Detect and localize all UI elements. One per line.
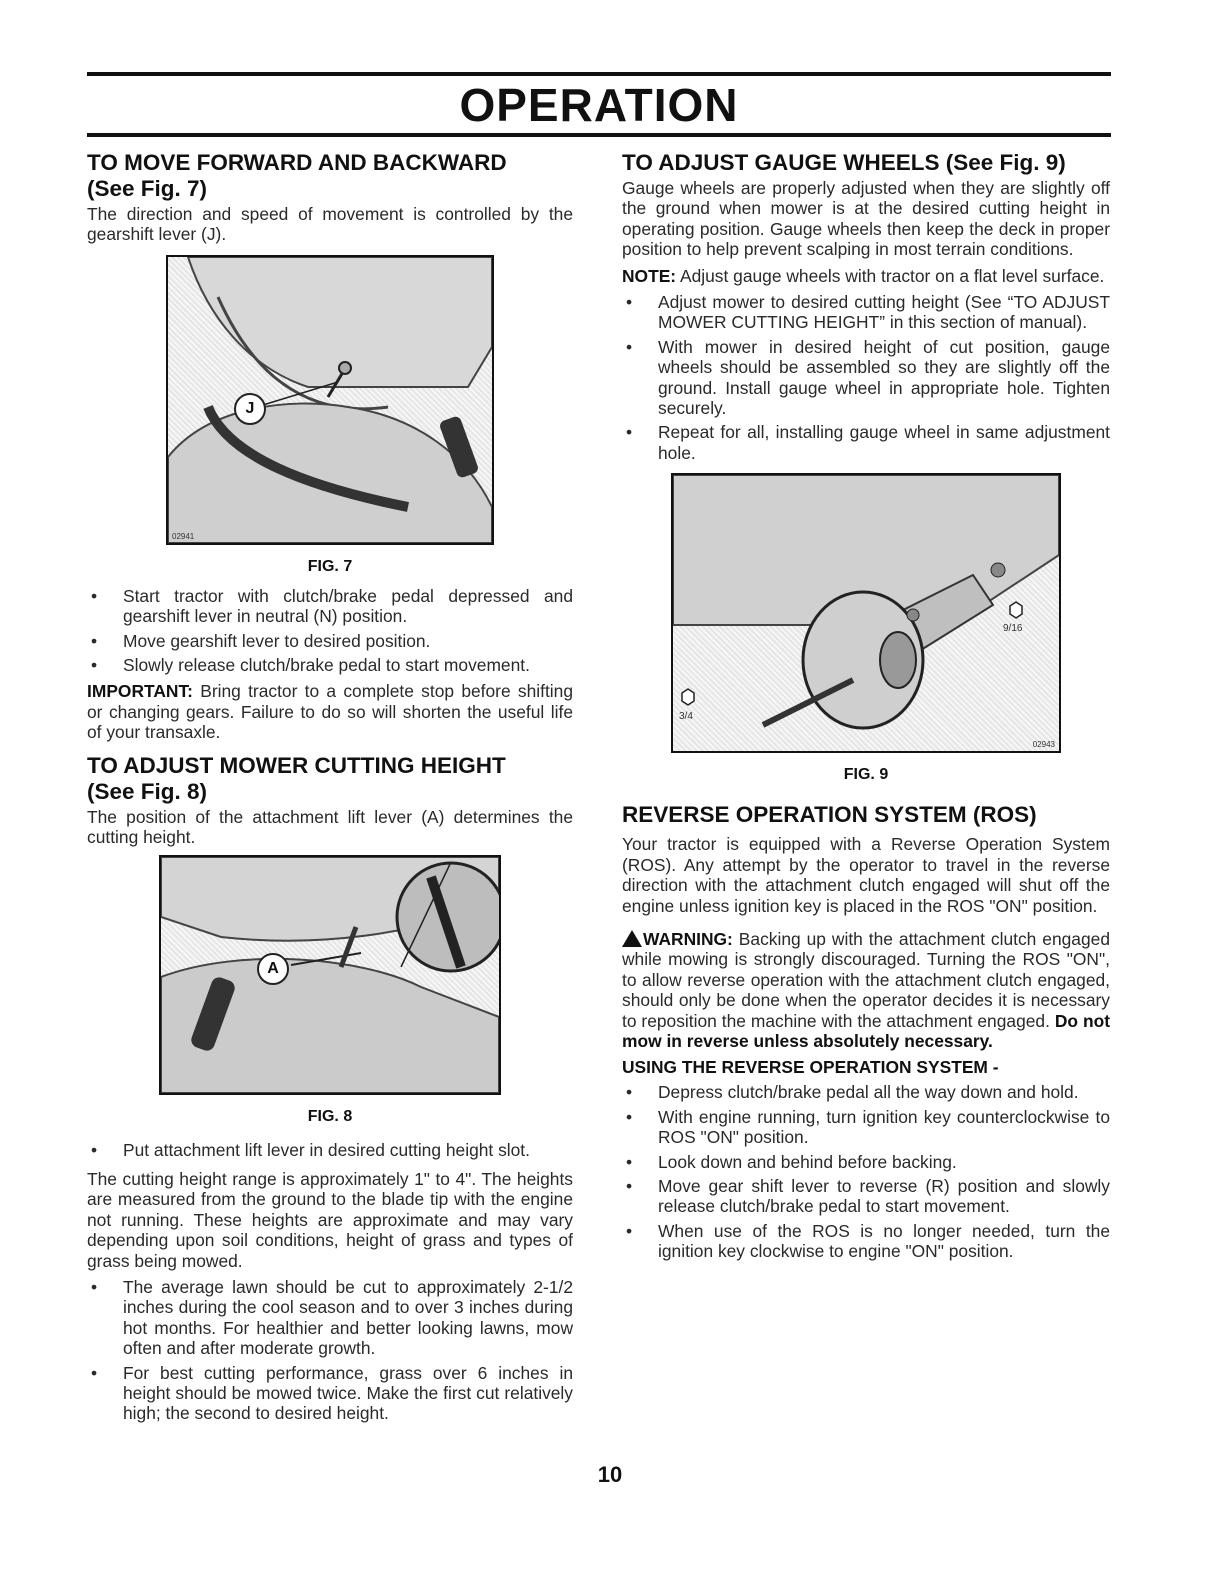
figure-8-caption: FIG. 8 [307,1108,353,1126]
figure-9-image [671,473,1061,753]
list-item: • Put attachment lift lever in desired cutting height slot. [91,1140,530,1161]
list-item: • Start tractor with clutch/brake pedal depressed and gearshift lever in neutral (N) position. [91,585,573,627]
section-heading-gauge-wheels: TO ADJUST GAUGE WHEELS (See Fig. 9) [622,150,1066,175]
important-label: IMPORTANT: [87,681,193,702]
list-item: • Adjust mower to desired cutting height (See “TO ADJUST MOWER CUTTING HEIGHT” in this section of manual). [626,292,1110,333]
section-heading-cutting-height: TO ADJUST MOWER CUTTING HEIGHT [87,752,506,778]
cutting-height-step [87,1140,573,1160]
figure-9-caption: FIG. 9 [843,766,889,784]
list-item: • With mower in desired height of cut position, gauge wheels should be assembled so they are slightly off the ground. Install gauge wheel in appropriate hole. Tighten securely. [626,336,1110,419]
list-item: • Repeat for all, installing gauge wheel in same adjustment hole. [626,422,1110,463]
wrench-size-9-16: 9/16 [1003,623,1023,635]
gauge-note: NOTE: Adjust gauge wheels with tractor on a flat level surface. [622,265,1105,286]
move-steps-list [87,586,573,676]
callout-a: A [257,953,289,985]
note-label: NOTE: [622,265,677,286]
important-note: IMPORTANT: Bring tractor to a complete stop before shifting or changing gears. Failure to do so will shorten the useful life of your transaxle. [87,681,573,743]
figure-8-image [159,855,501,1095]
ros-intro: Your tractor is equipped with a Reverse Operation System (ROS). Any attempt by the operator to travel in the reverse direction with the attachment clutch engaged will shut off the engine unless ignition key is placed in the ROS "ON" position. [622,834,1110,916]
header-rule-top [87,72,1111,76]
warning-icon [622,930,642,947]
page-number: 10 [597,1462,623,1487]
list-item: • Move gearshift lever to desired position. [91,630,431,651]
list-item: • Slowly release clutch/brake pedal to start movement. [91,655,530,676]
ros-steps-list [622,1082,1110,1261]
section-heading-move-ref: (See Fig. 7) [87,176,208,201]
move-intro: The direction and speed of movement is controlled by the gearshift lever (J). [87,204,573,245]
right-column [622,150,1110,1268]
callout-j: J [234,393,266,425]
ros-warning: WARNING: Backing up with the attachment clutch engaged while mowing is strongly discouraged. Turning the ROS "ON", to allow reverse operation with the attachment clutch engaged, should only be done when the operator decides it is necessary to reposition the machine with the attachment engaged. Do not mow in reverse unless absolutely necessary. [622,928,1110,1051]
gauge-steps-list [622,292,1110,463]
section-heading-ros: REVERSE OPERATION SYSTEM (ROS) [622,802,1037,828]
cutting-tips-list [87,1277,573,1424]
gearshift-illustration [168,257,492,543]
ros-usage-heading: USING THE REVERSE OPERATION SYSTEM - [622,1057,999,1078]
header-rule-bottom [87,133,1111,137]
cutting-height-range: The cutting height range is approximately 1" to 4". The heights are measured from the ground to the blade tip with the engine not running. These heights are approximate and may vary depending upon soil conditions, height of grass and types of grass being mowed. [87,1168,573,1271]
warning-label: WARNING: [643,928,733,949]
figure-7-image [166,255,494,545]
left-column [87,150,573,1430]
list-item: • For best cutting performance, grass over 6 inches in height should be mowed twice. Make the first cut relatively high; the second to desired height. [91,1362,573,1424]
gauge-wheel-illustration [673,475,1059,751]
list-item: • With engine running, turn ignition key counterclockwise to ROS "ON" position. [626,1106,1110,1148]
section-heading-move: TO MOVE FORWARD AND BACKWARD [87,150,507,175]
figure-7-caption: FIG. 7 [307,557,353,575]
list-item: • Look down and behind before backing. [626,1151,957,1172]
figure-7-code: 02941 [172,531,195,541]
list-item: • The average lawn should be cut to approximately 2-1/2 inches during the cool season and to over 3 inches during hot months. For healthier and better looking lawns, mow often and after moderate growth. [91,1276,573,1359]
cutting-height-intro: The position of the attachment lift lever (A) determines the cutting height. [87,806,573,848]
list-item: • Move gear shift lever to reverse (R) position and slowly release clutch/brake pedal to start movement. [626,1175,1110,1217]
wrench-size-3-4: 3/4 [679,711,693,723]
page-title: OPERATION [459,79,739,131]
lift-lever-illustration [161,857,499,1093]
section-heading-cutting-height-ref: (See Fig. 8) [87,778,208,804]
warning-emphasis: Do not mow in reverse unless absolutely necessary. [622,1010,1110,1051]
list-item: • When use of the ROS is no longer needed, turn the ignition key clockwise to engine "ON" position. [626,1220,1110,1262]
figure-9-code: 02943 [1032,740,1055,750]
gauge-wheels-intro: Gauge wheels are properly adjusted when they are slightly off the ground when mower is at the desired cutting height in operating position. Gauge wheels then keep the deck in proper position to help prevent scalping in most terrain conditions. [622,178,1110,260]
list-item: • Depress clutch/brake pedal all the way down and hold. [626,1082,1079,1103]
